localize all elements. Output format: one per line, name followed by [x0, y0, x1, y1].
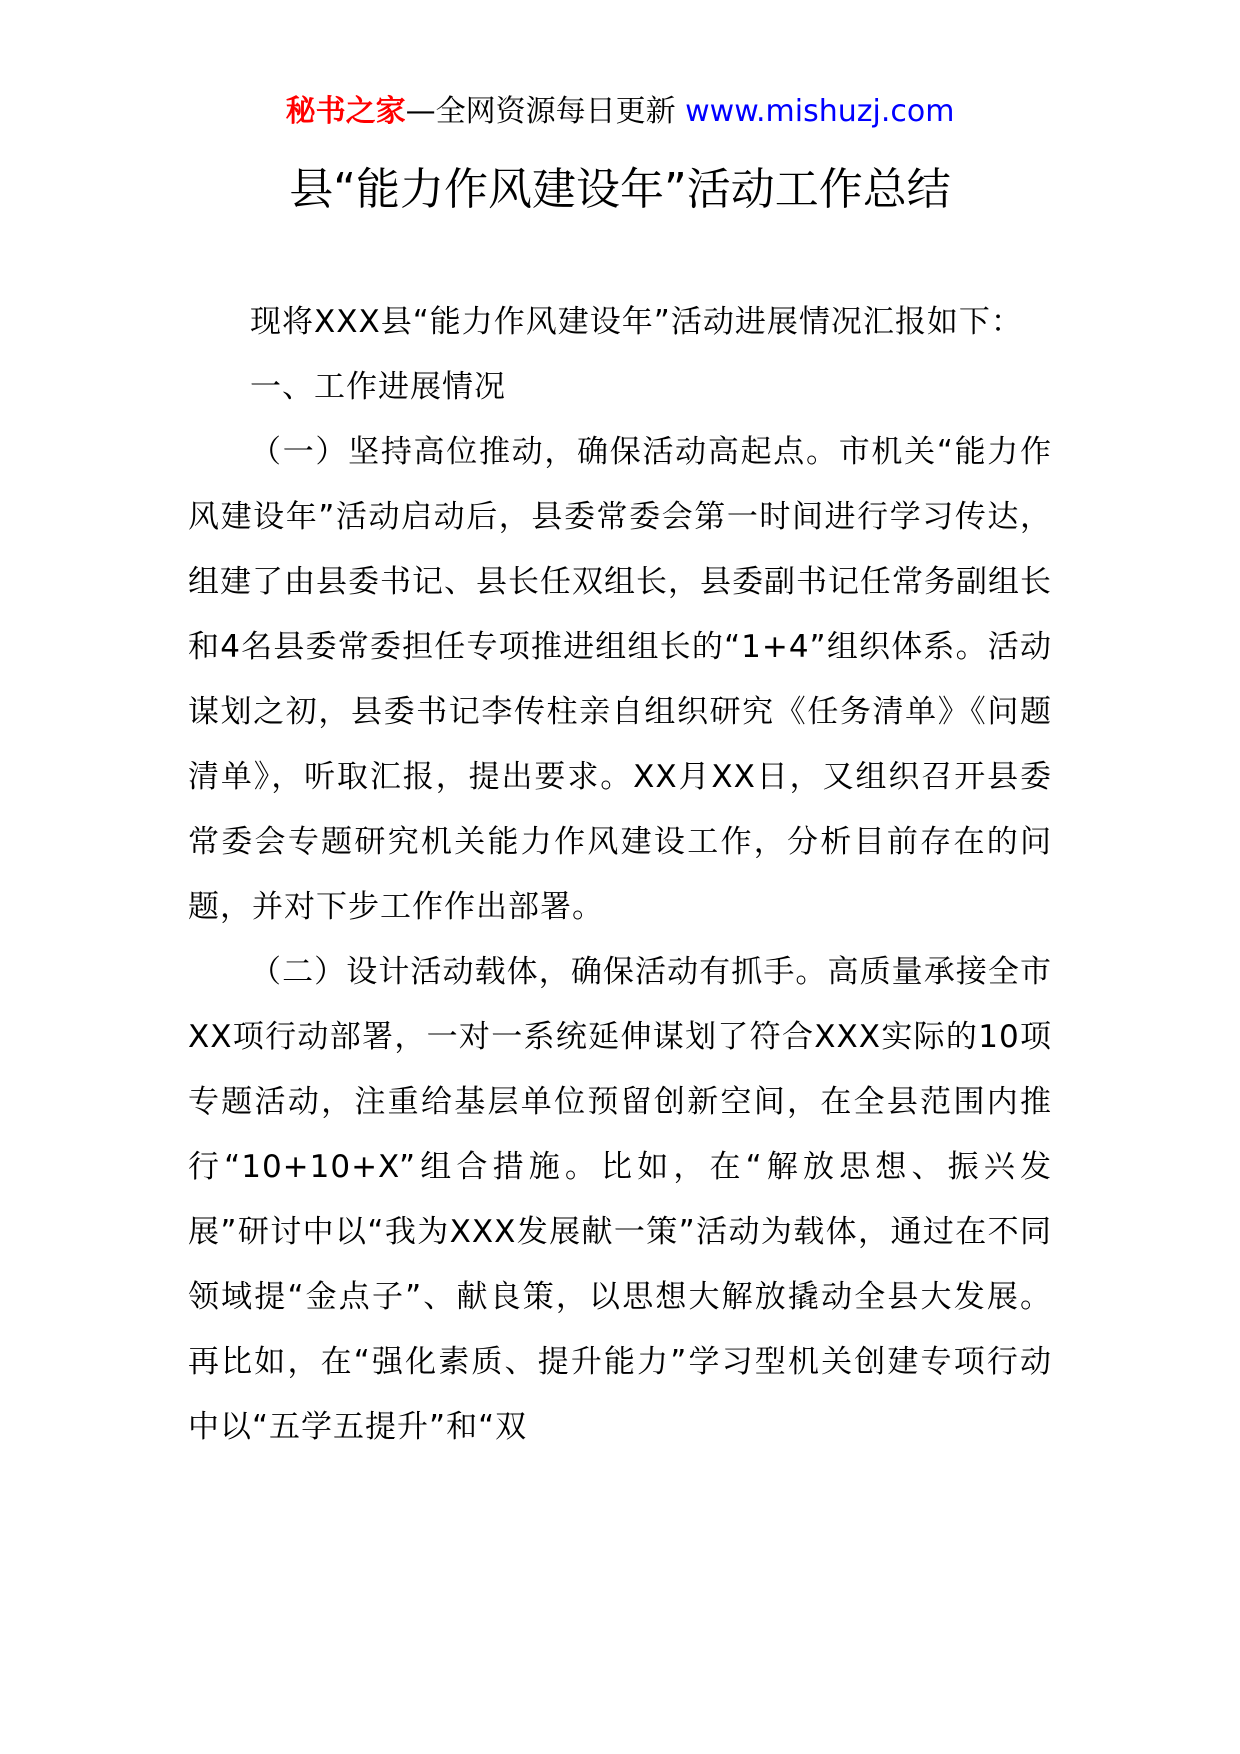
- section-heading: 一、工作进展情况: [250, 369, 506, 405]
- document-body: [188, 290, 1052, 1460]
- header-tagline: —全网资源每日更新: [405, 94, 686, 129]
- body-paragraph: （二）设计活动载体，确保活动有抓手。高质量承接全市XX项行动部署，一对一系统延伸谋划了符合XXX实际的10项专题活动，注重给基层单位预留创新空间，在全县范围内推行“10+10+X”组合措施。比如，在“解放思想、振兴发展”研讨中以“我为XXX发展献一策”活动为载体，通过在不同领域提“金点子”、献良策，以思想大解放撬动全县大发展。再比如，在“强化素质、提升能力”学习型机关创建专项行动中以“五学五提升”和“双: [188, 954, 1052, 1445]
- brand-name: 秘书之家: [285, 94, 406, 129]
- body-paragraph: （一）坚持高位推动，确保活动高起点。市机关“能力作风建设年”活动启动后，县委常委会第一时间进行学习传达，组建了由县委书记、县长任双组长，县委副书记任常务副组长和4名县委常委担任专项推进组组长的“1+4”组织体系。活动谋划之初，县委书记李传柱亲自组织研究《任务清单》《问题清单》，听取汇报，提出要求。XX月XX日，又组织召开县委常委会专题研究机关能力作风建设工作，分析目前存在的问题，并对下步工作作出部署。: [188, 434, 1052, 925]
- intro-paragraph: 现将XXX县“能力作风建设年”活动进展情况汇报如下：: [250, 304, 1023, 340]
- site-url-link[interactable]: www.mishuzj.com: [685, 94, 955, 129]
- document-title: 县“能力作风建设年”活动工作总结: [289, 164, 951, 215]
- site-header: [0, 92, 1240, 132]
